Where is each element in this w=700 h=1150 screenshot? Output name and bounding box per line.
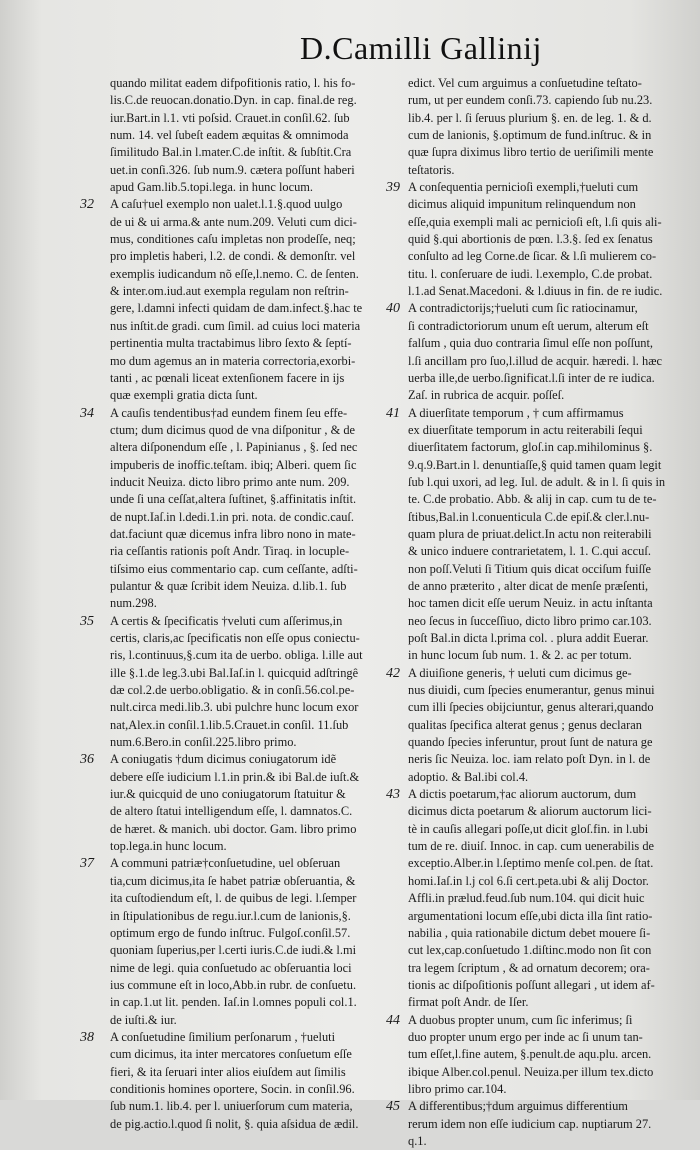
text-line: uet.in conſi.326. ſub num.9. cætera poſſunt haberi — [110, 162, 355, 177]
text-line: A contradictorijs;†ueluti cum ſic ratiocinamur, — [408, 301, 638, 316]
header-title: D.Camilli Gallinij — [300, 30, 542, 66]
text-line: hoc tamen dicit eſſe uerum Neuiz. in actu inſtanta — [408, 596, 653, 611]
text-line: titu. l. conſeruare de iudi. l.exemplo, C.de probat. — [408, 266, 653, 281]
text-line: A conſuetudine ſimilium perſonarum , †ueluti — [110, 1029, 336, 1044]
text-line: adoptio. & Bal.ibi col.4. — [408, 769, 529, 784]
text-line: exceptio.Alber.in l.ſeptimo menſe col.pen. de ſtat. — [408, 856, 654, 871]
text-entry — [386, 405, 700, 665]
text-line: tanti , ac pœnali liceat extenſionem facere in ijs — [110, 370, 345, 385]
entry-number: 34 — [80, 405, 94, 421]
text-line: quoniam ſuperius,per l.certi iuris.C.de iudi.& l.mi — [110, 943, 357, 958]
text-line: conditionis homines oportere, Socin. in conſil.96. — [110, 1081, 355, 1096]
text-line: quæ exempli gratia dicta ſunt. — [110, 388, 258, 403]
right-column — [386, 75, 700, 1150]
text-line: dicimus aliquid impunitum relinquendum non — [408, 197, 636, 212]
text-line: nus inſtit.de gradi. cum ſimil. ad cuius loci materia — [110, 318, 361, 333]
text-line: 9.q.9.Bart.in l. denuntiaſſe,§ quid tamen quam legit — [408, 457, 662, 472]
text-line: & inter.om.iud.aut exempla regulam non reſtrin- — [110, 284, 349, 299]
text-line: de altero ſtatui intelligendum eſſe, l. damnatos.C. — [110, 804, 353, 819]
text-line: duo propter unum ergo per inde ac ſi unum tan- — [408, 1029, 643, 1044]
text-line: eſſe,quia exempli mali ac pernicioſi eſt, l.ſi quis ali- — [408, 214, 662, 229]
text-entry — [386, 786, 700, 1011]
text-line: de pig.actio.l.quod ſi nolit, §. quia aſsidua de ædil. — [110, 1116, 359, 1131]
text-line: in cap.1.ut lit. penden. Iaſ.in l.omnes populi col.1. — [110, 995, 357, 1010]
text-line: tia,cum dicimus,ita ſe habet patriæ obſeruantia, & — [110, 873, 356, 888]
left-column — [80, 75, 405, 1133]
text-line: top.lega.in hunc locum. — [110, 839, 227, 854]
text-line: A certis & ſpecificatis †veluti cum aſſerimus,in — [110, 613, 343, 628]
text-line: qualitas ſpecifica alterat genus ; genus declaran — [408, 717, 642, 732]
text-line: poſt Bal.in dicta l.prima col. . plura addit Euerar. — [408, 631, 649, 645]
text-line: ſtibus,Bal.in l.conuenticula C.de epiſ.& cler.l.nu- — [408, 509, 650, 524]
entry-number: 39 — [386, 180, 400, 196]
text-line: l.1.ad Senat.Macedoni. & l.diuus in fin. de re iudic. — [408, 284, 663, 299]
text-line: optimum ergo de fundo inſtruc. Fulgoſ.conſil.57. — [110, 925, 351, 940]
text-line: A dictis poetarum,†ac aliorum auctorum, dum — [408, 787, 637, 802]
text-entry — [408, 75, 700, 179]
text-entry — [386, 1012, 700, 1099]
entry-number: 44 — [386, 1012, 400, 1028]
text-line: A cauſis tendentibus†ad eundem finem ſeu effe- — [110, 405, 348, 420]
text-line: debere eſſe iudicium l.1.in prin.& ibi Bal.de iuſt.& — [110, 769, 360, 784]
text-line: dat.faciunt quæ dicemus infra libro nono in mate- — [110, 526, 356, 541]
text-line: tè in cauſis allegari poſſe,ut dicit gloſ.fin. in l.ubi — [408, 821, 649, 836]
text-line: A duobus propter unum, cum ſic inferimus; ſi — [408, 1012, 633, 1027]
text-line: cut lex,cap.conſuetudo 1.diſtinc.modo non ſit con — [408, 943, 652, 958]
text-line: ris, l.continuus,§.cum ita de uerbo. obliga. l.ille aut — [110, 648, 363, 663]
text-line: tum eſſet,l.fine autem, §.penult.de aqu.plu. arcen. — [408, 1047, 652, 1062]
text-line: ſub l.qui uxori, ad leg. Iul. de adult. & in l. ſi quis in — [408, 474, 666, 489]
text-line: falſum , quia duo contraria ſimul eſſe non poſſunt, — [408, 336, 654, 351]
text-line: in hunc locum ſub num. 1. & 2. ac per totum. — [408, 648, 632, 663]
text-line: nat,Alex.in conſil.1.lib.5.Crauet.in conſil. 11.ſub — [110, 717, 349, 732]
entry-number: 43 — [386, 787, 400, 803]
entry-number: 41 — [386, 405, 400, 421]
text-line: tra legem ſcriptum , & ad ornatum decorem; ora- — [408, 960, 650, 975]
text-line: A caſu†uel exemplo non ualet.l.1.§.quod uulgo — [110, 197, 343, 212]
text-line: quid §.qui abortionis de pœn. l.3.§. ſed ex ſenatus — [408, 232, 653, 247]
entry-number: 45 — [386, 1099, 400, 1115]
text-line: te. C.de probatio. Abb. & alij in cap. cum tu de te- — [408, 492, 657, 507]
text-line: A diuerſitate temporum , † cum affirmamus — [408, 405, 624, 420]
text-line: A conſequentia pernicioſi exempli,†ueluti cum — [408, 180, 639, 195]
text-line: A coniugatis †dum dicimus coniugatorum idẽ — [110, 752, 337, 767]
text-line: l.ſi ancillam pro ſuo,l.illud de acquir. hæredi. l. hæc — [408, 353, 662, 368]
text-line: q.1. — [408, 1133, 427, 1148]
text-line: cum illi ſpecies obijciuntur, genus alterari,quando — [408, 700, 654, 715]
text-line: dæ col.2.de uerbo.obligatio. & in conſi.56.col.pe- — [110, 683, 355, 698]
text-line: iur.Bart.in l.1. vti poſsid. Crauet.in conſil.62. ſub — [110, 110, 350, 125]
text-line: de nupt.Iaſ.in l.dedi.1.in pri. nota. de condic.cauſ. — [110, 509, 354, 524]
text-line: num.6.Bero.in conſil.225.libro primo. — [110, 735, 297, 750]
text-entry — [386, 1098, 700, 1150]
text-line: de hæret. & manich. ubi doctor. Gam. libro primo — [110, 821, 357, 836]
text-line: uerba ille,de uerbo.ſignificat.l.ſi inter de re iudica. — [408, 370, 655, 385]
text-line: A differentibus;†dum arguimus differentium — [408, 1099, 628, 1114]
text-line: ſi contradictoriorum unum eſt uerum, alterum eſt — [408, 318, 649, 333]
text-line: neris ſic Neuiza. loc. iam relato poſt Dyn. in l. de — [408, 752, 651, 767]
text-line: ius commune eſt in loco,Abb.in rubr. de conſuetu. — [110, 977, 357, 992]
entry-number: 38 — [80, 1029, 94, 1045]
text-line: ria ceſſantis rationis poſt Andr. Tiraq. in locuple- — [110, 544, 350, 559]
text-line: lis.C.de reuocan.donatio.Dyn. in cap. final.de reg. — [110, 93, 357, 108]
entry-number: 32 — [80, 197, 94, 213]
text-line: rum, ut per eundem conſi.73. capiendo ſub nu.23. — [408, 93, 653, 108]
text-line: ctum; dum dicimus quod de vna diſponitur , & de — [110, 422, 356, 437]
text-line: certis, claris,ac ſpecificatis non eſſe opus coniectu- — [110, 631, 360, 645]
text-line: nabilia , quia rationabile dictum debet mouere ſi- — [408, 925, 651, 940]
text-line: non poſſ.Veluti ſi Titium quis dicat occiſum fuiſſe — [408, 561, 651, 576]
text-line: tiſsimo eius commentario cap. cum ceſſante, adſti- — [110, 561, 358, 576]
text-line: de iuſti.& iur. — [110, 1012, 177, 1027]
text-line: A diuiſione generis, † ueluti cum dicimus ge- — [408, 665, 632, 680]
text-line: quæ ſupra diximus libro tertio de ueriſimili mente — [408, 145, 654, 160]
text-entry — [110, 75, 405, 196]
text-line: nime de legi. quia conſuetudo ac obſeruantia loci — [110, 960, 352, 975]
text-line: ex diuerſitate temporum in actu reiterabili ſequi — [408, 422, 643, 437]
text-line: edict. Vel cum arguimus a conſuetudine teſtato- — [408, 76, 642, 90]
text-line: ſimilitudo Bal.in l.mater.C.de inſtit. & ſubſtit.Cra — [110, 145, 352, 160]
text-line: gere, l.damni infecti quidam de dam.infect.§.hac te — [110, 301, 363, 316]
text-line: nus diuidi, cum ſpecies enumerantur, genus minui — [408, 683, 655, 698]
text-line: ita cuſtodiendum eſt, l. de quibus de legi. l.ſemper — [110, 891, 357, 906]
entry-number: 40 — [386, 301, 400, 317]
entry-number: 42 — [386, 665, 400, 681]
text-entry — [80, 613, 405, 752]
text-line: tionis ac diſpoſitionis poſſunt allegari , ut idem af- — [408, 977, 655, 992]
text-line: pertinentia multa tractabimus libro ſexto & ſeptí- — [110, 336, 352, 351]
text-line: & unico induere contrarietatem, l. 1. C.qui accuſ. — [408, 544, 651, 559]
text-line: cum dicimus, ita inter mercatores conſuetum eſſe — [110, 1047, 352, 1062]
text-line: apud Gam.lib.5.topi.lega. in hunc locum. — [110, 180, 314, 195]
text-line: lib.4. per l. ſi ſeruus plurium §. en. de leg. 1. & d. — [408, 110, 652, 125]
text-line: pulantur & quæ ſcribit idem Neuiza. d.lib.1. ſub — [110, 578, 347, 593]
text-line: quando ſpecies inferuntur, prout ſunt de natura ge — [408, 735, 653, 750]
text-entry — [80, 196, 405, 404]
text-line: argumentationi locum eſſe,ubi dicta illa ſint ratio- — [408, 908, 653, 923]
text-line: num.298. — [110, 596, 157, 611]
text-line: ſub num.1. lib.4. per l. uniuerſorum cum materia, — [110, 1099, 353, 1114]
text-line: pro impletis haberi, l.2. de condi. & demonſtr. vel — [110, 249, 356, 264]
text-entry — [386, 300, 700, 404]
text-line: exemplis iudicandum nõ eſſe,l.nemo. C. de ſenten. — [110, 266, 359, 281]
running-header — [110, 30, 690, 72]
text-line: inducit Neuiza. dicto libro primo ante num. 209. — [110, 474, 350, 489]
text-line: altera diſponendum eſſe , l. Papinianus , §. ſed nec — [110, 440, 358, 455]
text-line: impuberis de inoffic.teſtam. ibiq; Alberi. quem ſic — [110, 457, 357, 472]
entry-number: 35 — [80, 613, 94, 629]
text-line: dicimus dicta poetarum & aliorum auctorum lici- — [408, 804, 652, 819]
text-line: mo dum agemus an in materia correctoria,exorbi- — [110, 353, 356, 368]
text-line: cum de lanionis, §.optimum de fund.inſtruc. & in — [408, 128, 652, 143]
text-line: iur.& quicquid de uno coniugatorum ſtatuitur & — [110, 787, 346, 802]
text-line: fieri, & ita ſeruari inter alios eiuſdem aut ſimilis — [110, 1064, 346, 1079]
text-line: neo ſecus in ſucceſſiuo, dicto libro primo car.103. — [408, 613, 652, 628]
text-line: de ui & ui arma.& ante num.209. Veluti cum dici- — [110, 214, 357, 229]
text-line: de anno præterito , alter dicat de menſe præſenti, — [408, 578, 649, 593]
text-line: quam plura de priuat.delict.In actu non reiterabili — [408, 526, 652, 541]
text-line: in ſtipulationibus de regu.iur.l.cum de lanionis,§. — [110, 908, 351, 923]
text-entry — [80, 751, 405, 855]
text-line: ibique Alber.col.penul. Neuiza.per illum tex.dicto — [408, 1064, 654, 1079]
text-line: mus, conditiones caſu impletas non prodeſſe, neq; — [110, 232, 356, 247]
text-line: conſulto ad leg Corne.de ſicar. & l.ſi mulierem co- — [408, 249, 657, 264]
text-line: tum de re. diuiſ. Innoc. in cap. cum uenerabilis de — [408, 839, 655, 854]
text-entry — [80, 405, 405, 613]
text-line: num. 14. vel ſubeſt eadem æquitas & omnimoda — [110, 128, 349, 143]
text-entry — [386, 179, 700, 300]
text-line: nult.circa medi.lib.3. ubi pulchre hunc locum exor — [110, 700, 359, 715]
text-line: Affli.in prælud.feud.ſub num.104. qui dicit huic — [408, 891, 645, 906]
text-line: unde ſi una ceſſat,altera ſuſtinet, §.affinitatis inſtit. — [110, 492, 357, 507]
text-line: rerum idem non eſſe iudicium cap. nuptiarum 27. — [408, 1116, 652, 1131]
text-line: homi.Iaſ.in l.j col 6.ſi cert.peta.ubi & alij Doctor. — [408, 873, 649, 888]
text-entry — [80, 855, 405, 1028]
text-line: ille §.1.de leg.3.ubi Bal.Iaſ.in l. quicquid adſtringê — [110, 665, 359, 680]
text-line: teſtatoris. — [408, 162, 455, 177]
text-line: Zaſ. in rubrica de acquir. poſſeſ. — [408, 388, 565, 403]
text-entry — [386, 665, 700, 786]
entry-number: 37 — [80, 856, 94, 872]
entry-number: 36 — [80, 752, 94, 768]
text-entry — [80, 1029, 405, 1133]
text-line: A communi patriæ†conſuetudine, uel obſeruan — [110, 856, 341, 871]
text-line: firmat poſt Andr. de Iſer. — [408, 995, 529, 1010]
text-line: diuerſitatem factorum, gloſ.in cap.mihilominus §. — [408, 440, 653, 455]
text-line: libro primo car.104. — [408, 1081, 507, 1096]
text-line: quando militat eadem difpofitionis ratio, l. his fo- — [110, 76, 356, 90]
